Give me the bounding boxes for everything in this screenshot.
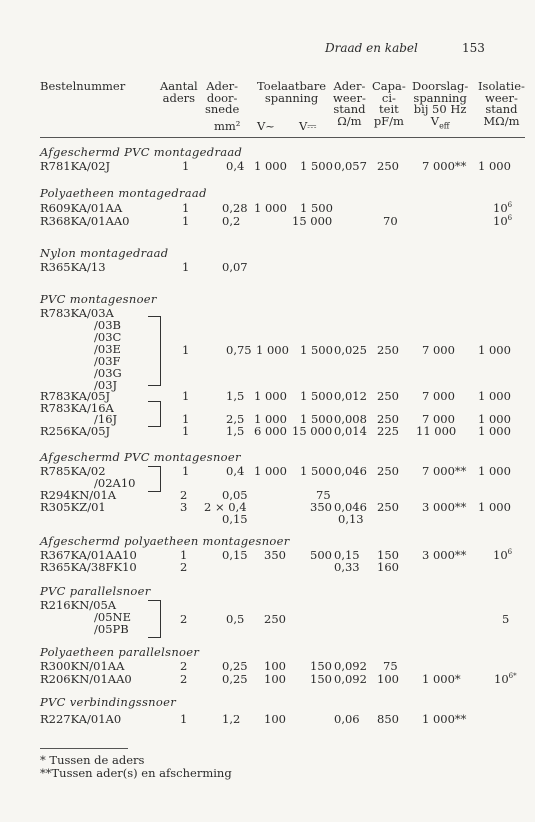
header-rule <box>40 137 525 138</box>
footnote: **Tussen ader(s) en afscherming <box>40 766 232 780</box>
col-v-ac: V~ <box>257 119 275 133</box>
row-group-bracket <box>148 466 161 492</box>
row-group-bracket <box>148 401 161 427</box>
section-title: Nylon montagedraad <box>40 246 169 260</box>
section-title: PVC verbindingssnoer <box>40 695 176 709</box>
row-group-bracket <box>148 316 161 386</box>
footnote-rule <box>40 748 128 749</box>
col-aantal-aders: Aantal aders <box>160 79 198 105</box>
footnote: * Tussen de aders <box>40 753 145 767</box>
section-title: Polyaetheen parallelsnoer <box>40 645 200 659</box>
section-title: PVC parallelsnoer <box>40 584 151 598</box>
section-title: Afgeschermd polyaetheen montagesnoer <box>40 534 290 548</box>
section-title: PVC montagesnoer <box>40 292 157 306</box>
page-title: Draad en kabel <box>325 41 418 55</box>
page-number: 153 <box>462 41 485 55</box>
col-aderdoorsnede: Ader- door- snede <box>205 79 240 116</box>
col-toelaatbare-spanning: Toelaatbare spanning <box>257 79 327 105</box>
col-aderweerstand: Ader- weer- stand Ω/m <box>333 79 366 128</box>
col-bestelnummer: Bestelnummer <box>40 79 126 93</box>
section-title: Afgeschermd PVC montagesnoer <box>40 450 241 464</box>
col-capaciteit: Capa- ci- teit pF/m <box>372 79 406 128</box>
col-aderdoorsnede-unit: mm² <box>214 119 241 133</box>
section-title: Polyaetheen montagedraad <box>40 186 207 200</box>
col-v-dc: V⎓ <box>299 119 317 133</box>
col-isolatieweerstand: Isolatie- weer- stand MΩ/m <box>478 79 525 128</box>
col-doorslagspanning: Doorslag- spanning bij 50 Hz $V_{eff}$ <box>412 79 469 130</box>
row-group-bracket <box>148 600 161 638</box>
section-title: Afgeschermd PVC montagedraad <box>40 145 243 159</box>
